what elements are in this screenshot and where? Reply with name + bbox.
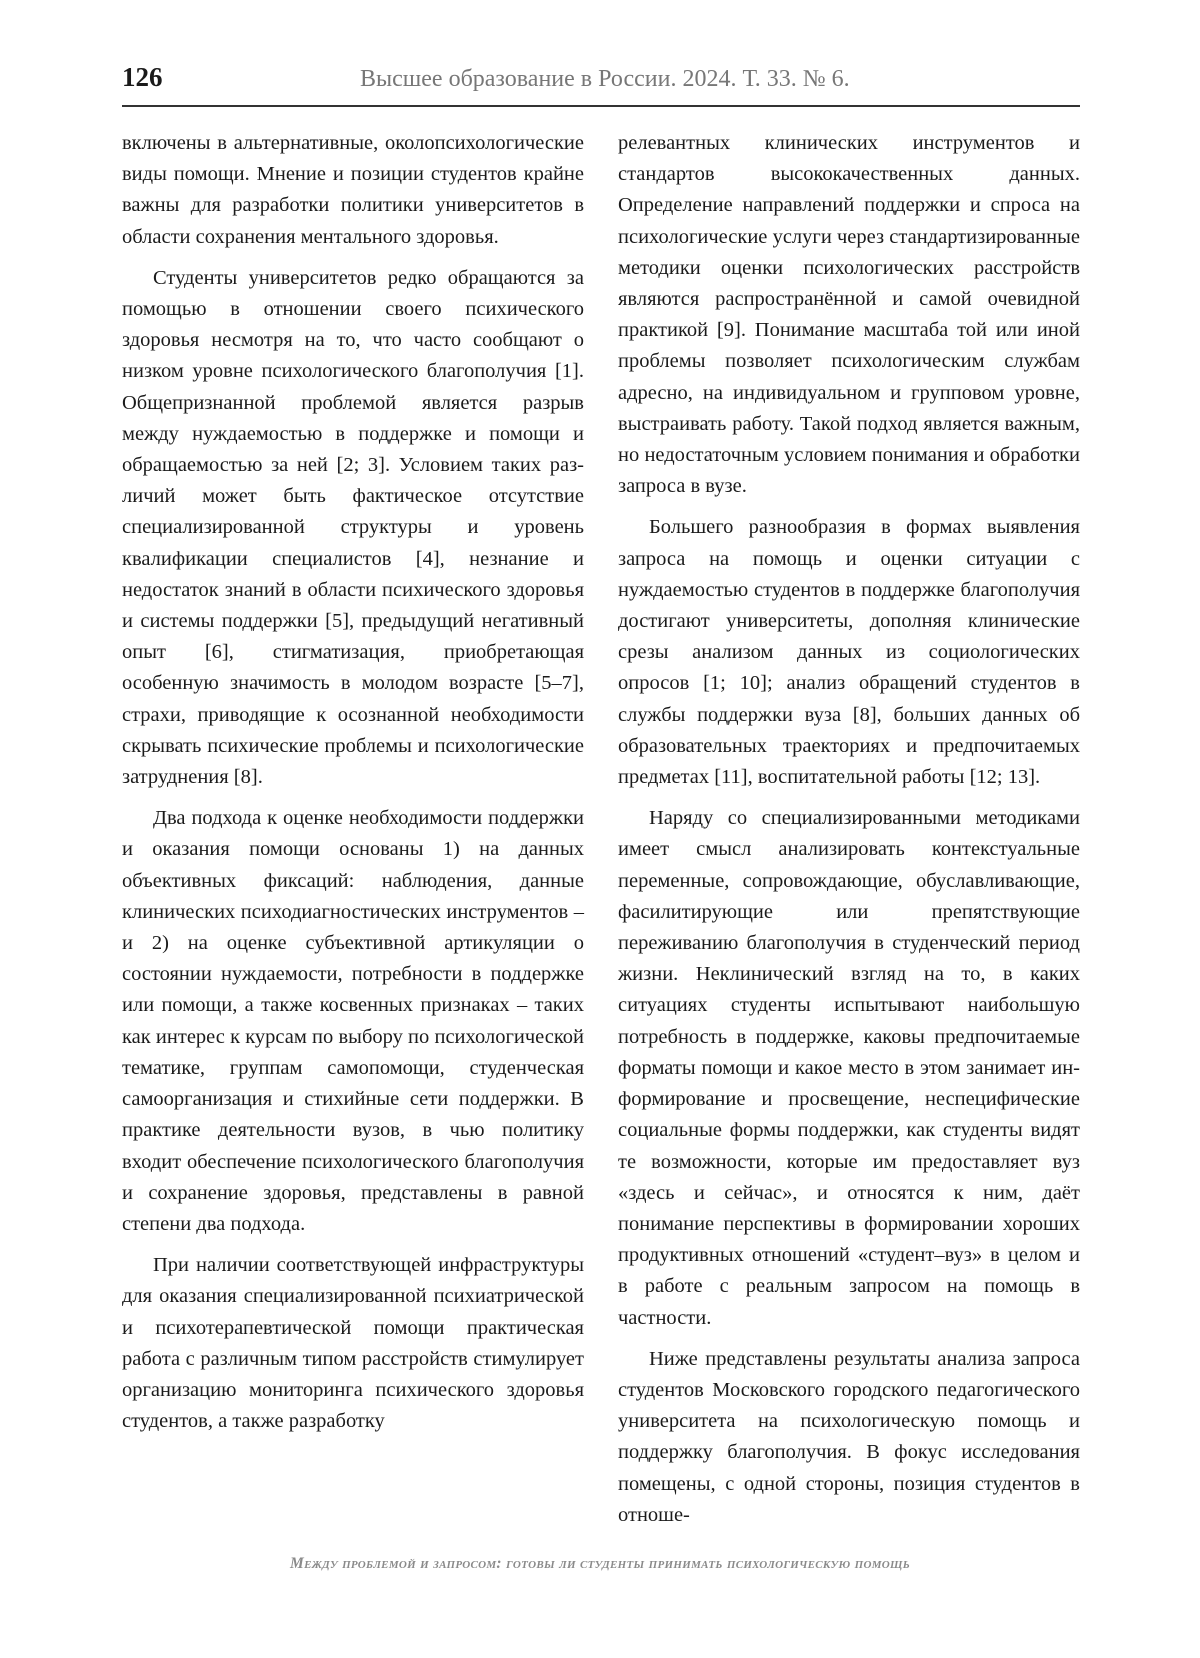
page-number: 126: [122, 62, 163, 92]
journal-title: Высшее образование в России. 2024. Т. 33. № 6.: [360, 66, 850, 92]
paragraph: При наличии соответствующей инфраструктуры для оказания специализированной психиатрической и психотерапевтической помощи практическая работа с различным типом расстройств стимулирует организацию мониторинга психического здоровья студентов, а также разработку: [122, 1254, 584, 1433]
right-column: [618, 128, 1080, 1541]
paragraph: Студенты университетов редко обращаются за помощью в отношении своего психического здоровья несмотря на то, что часто сообщают о низком уровне психологического благополучия [1]. Общепризнанной проблемой является разрыв между нуждаемостью в поддержке и помощи и обращаемостью за ней [2; 3]. Условием таких различий может быть фактическое отсутствие специализированной структуры и уровень квалификации специалистов [4], незнание и недостаток знаний в области психического здоровья и системы поддержки [5], предыдущий негативный опыт [6], стигматизация, приобретающая особенную значимость в молодом возрасте [5–7], страхи, приводящие к осознанной необходимости скрывать психические проблемы и психологические затруднения [8].: [122, 266, 584, 789]
paragraph: Ниже представлены результаты анализа запроса студентов Московского городского педагогического университета на психологическую помощь и поддержку благополучия. В фокус исследования помещены, с одной стороны, позиция студентов в отноше-: [618, 1347, 1080, 1526]
header-divider: [122, 105, 1080, 107]
page-header: [122, 62, 1080, 102]
paragraph: Наряду со специализированными методиками имеет смысл анализировать контекстуальные переменные, сопровождающие, обуславливающие, фасилитирующие или препятствующие переживанию благополучия в студенческий период жизни. Неклинический взгляд на то, в каких ситуациях студенты испытывают наибольшую потребность в поддержке, каковы предпочитаемые форматы помощи и какое место в этом занимает информирование и просвещение, неспецифические социальные формы поддержки, как студенты видят те возможности, которые им предоставляет вуз «здесь и сейчас», и относятся к ним, даёт понимание перспективы в формировании хороших продуктивных отношений «студент–вуз» в целом и в работе с реальным запросом на помощь в частности.: [618, 807, 1080, 1329]
paragraph: Два подхода к оценке необходимости поддержки и оказания помощи основаны 1) на данных объективных фиксаций: наблюдения, данные клинических психодиагностических инструментов – и 2) на оценке субъективной артикуляции о состоянии нуждаемости, потребности в поддержке или помощи, а также косвенных признаках – таких как интерес к курсам по выбору по психологической тематике, группам самопомощи, студенческая самоорганизация и стихийные сети поддержки. В практике деятельности вузов, в чью политику входит обеспечение психологического благополучия и сохранение здоровья, представлены в равной степени два подхода.: [122, 807, 584, 1235]
paragraph: Большего разнообразия в формах выявления запроса на помощь и оценки ситуации с нуждаемостью студентов в поддержке благополучия достигают университеты, дополняя клинические срезы анализом данных из социологических опросов [1; 10]; анализ обращений студентов в службы поддержки вуза [8], больших данных об образовательных траекториях и предпочитаемых предметах [11], воспитательной работы [12; 13].: [618, 516, 1080, 789]
left-column: [122, 128, 584, 1447]
paragraph: включены в альтернативные, околопсихологические виды помощи. Мнение и позиции студентов крайне важны для разработки политики университетов в области сохранения ментального здоровья.: [122, 132, 584, 248]
paragraph: релевантных клинических инструментов и стандартов высококачественных данных. Определение направлений поддержки и спроса на психологические услуги через стандартизированные методики оценки психологических расстройств являются распространённой и самой очевидной практикой [9]. Понимание масштаба той или иной проблемы позволяет психологическим службам адресно, на индивидуальном и групповом уровне, выстраивать работу. Такой подход является важным, но недостаточным условием понимания и обработки запроса в вузе.: [618, 132, 1080, 498]
running-footer-title: Между проблемой и запросом: готовы ли студенты принимать психологическую помощь: [290, 1555, 910, 1572]
